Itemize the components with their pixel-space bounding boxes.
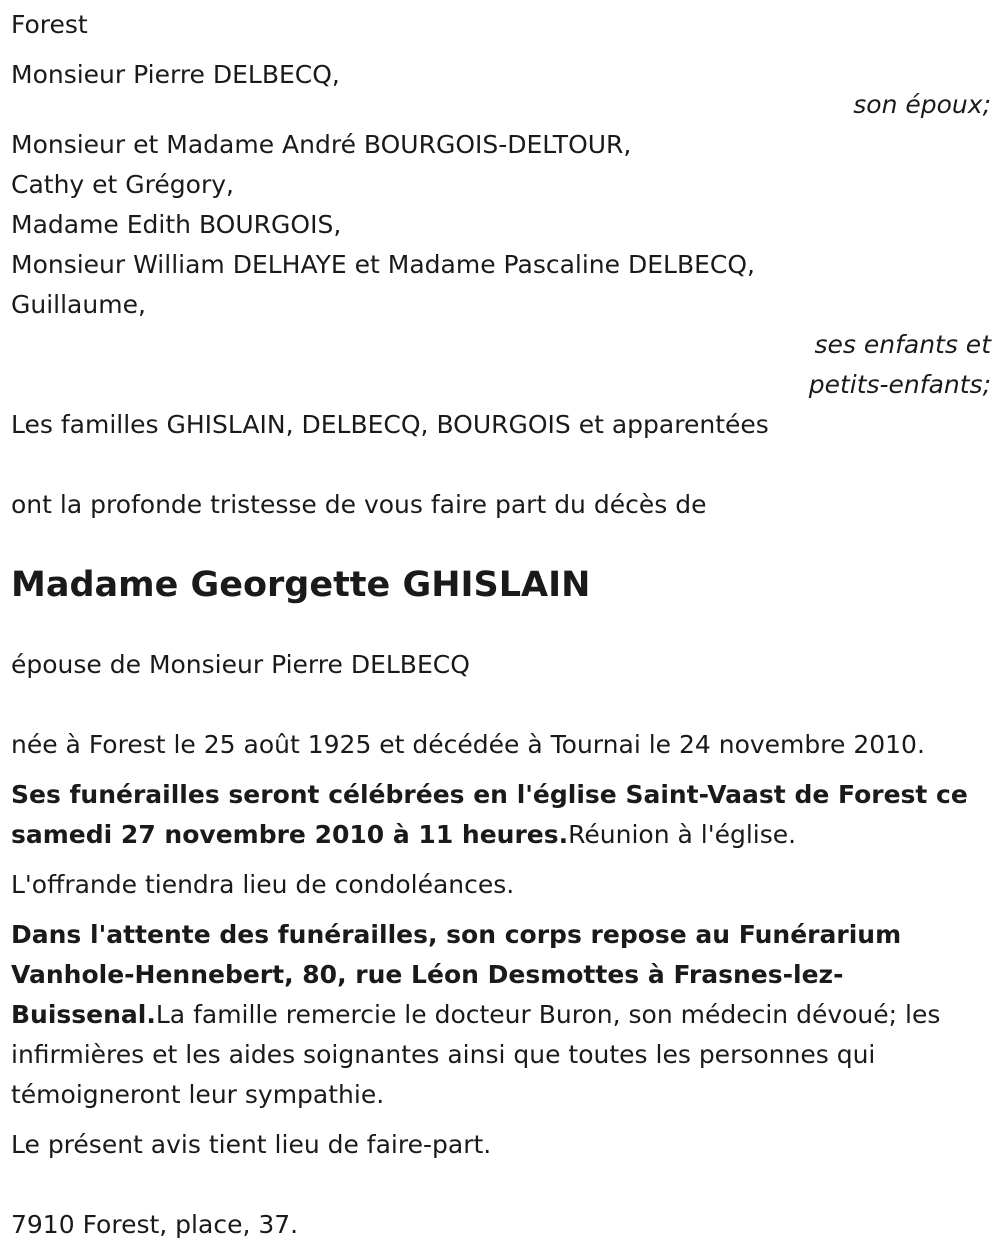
obituary-notice [11, 5, 991, 1245]
rest-details-normal: La famille remercie le docteur Buron, son médecin dévoué; les infirmières et les aides soignantes ainsi que toutes les personnes qui témoigneront leur sympathie. [11, 1000, 941, 1109]
children-list [11, 125, 991, 325]
extended-families: Les familles GHISLAIN, DELBECQ, BOURGOIS et apparentées [11, 410, 769, 439]
location-header: Forest [11, 10, 88, 39]
notice-text: Le présent avis tient lieu de faire-part. [11, 1130, 492, 1159]
children-role-line1: ses enfants et [814, 330, 991, 359]
rest-details [11, 915, 991, 1115]
child-entry: Guillaume, [11, 290, 146, 319]
child-entry: Monsieur et Madame André BOURGOIS-DELTOUR, [11, 130, 632, 159]
children-role-line2: petits-enfants; [808, 370, 991, 399]
child-entry: Madame Edith BOURGOIS, [11, 210, 342, 239]
child-entry: Cathy et Grégory, [11, 170, 234, 199]
funeral-details-bold: Ses funérailles seront célébrées en l'église Saint-Vaast de Forest ce samedi 27 novembre 2010 à 11 heures. [11, 780, 968, 849]
funeral-details-normal: Réunion à l'église. [568, 820, 797, 849]
birth-death-dates: née à Forest le 25 août 1925 et décédée à Tournai le 24 novembre 2010. [11, 730, 925, 759]
funeral-details [11, 775, 971, 855]
announcement-text: ont la profonde tristesse de vous faire part du décès de [11, 490, 707, 519]
rest-details-bold: Dans l'attente des funérailles, son corps repose au Funérarium Vanhole-Hennebert, 80, rue Léon Desmottes à Frasnes-lez-Buissenal. [11, 920, 902, 1029]
address-text: 7910 Forest, place, 37. [11, 1210, 299, 1239]
condolences-text: L'offrande tiendra lieu de condoléances. [11, 870, 515, 899]
deceased-spouse-of: épouse de Monsieur Pierre DELBECQ [11, 650, 470, 679]
deceased-name: Madame Georgette GHISLAIN [11, 565, 591, 605]
spouse-role: son époux; [853, 90, 991, 119]
child-entry: Monsieur William DELHAYE et Madame Pascaline DELBECQ, [11, 250, 755, 279]
spouse-name: Monsieur Pierre DELBECQ, [11, 60, 340, 89]
